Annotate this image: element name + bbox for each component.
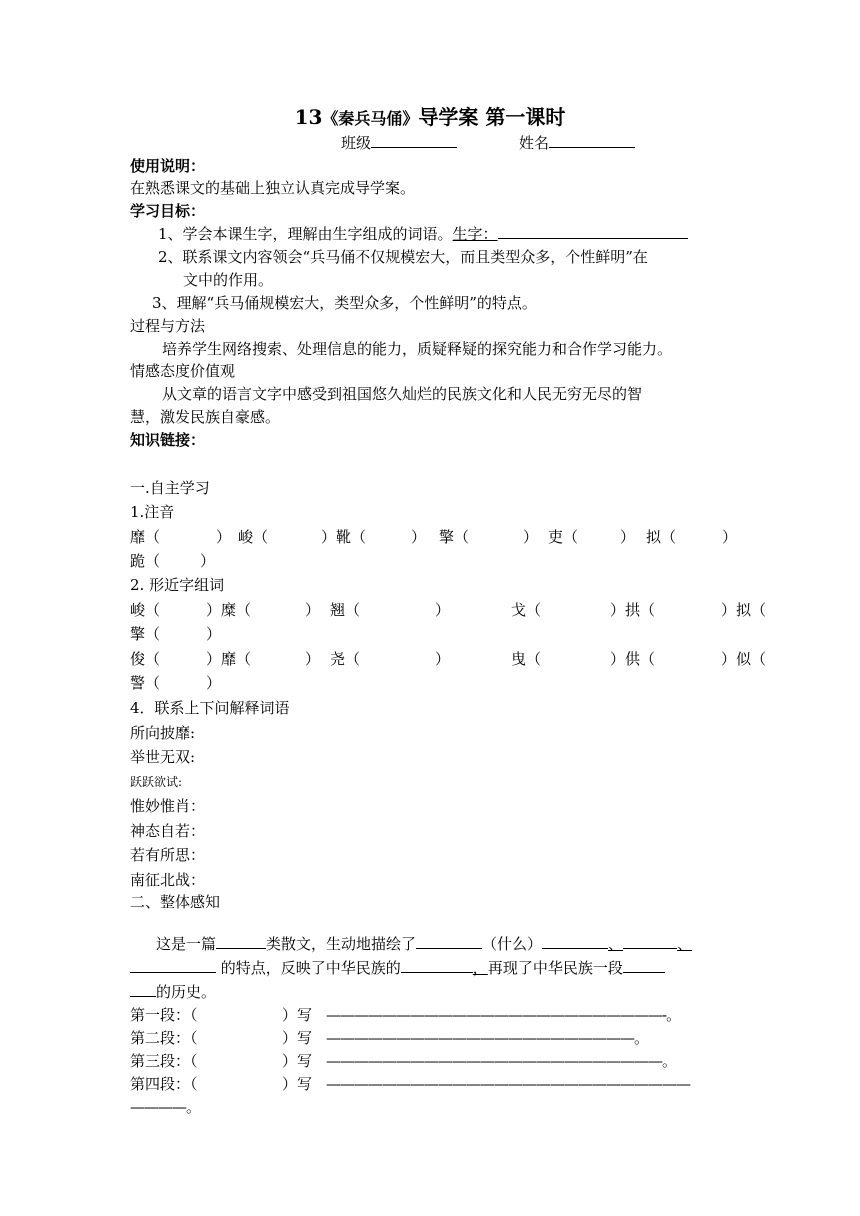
goals-heading: 学习目标：: [130, 202, 206, 220]
reflect-blank[interactable]: [401, 958, 473, 973]
term-1: 所向披靡:: [130, 724, 196, 742]
new-words-label: 生字：: [452, 225, 498, 243]
link-heading: 知识链接：: [130, 431, 206, 449]
name-blank[interactable]: [549, 133, 635, 148]
emotion-text-2: 慧，激发民族自豪感。: [130, 408, 281, 426]
overall-paragraph-3: 的历史。: [130, 981, 216, 1003]
goal-3: 3、理解“兵马俑规模宏大，类型众多，个性鲜明”的特点。: [152, 294, 537, 312]
page-title: [0, 103, 860, 133]
history-blank-2[interactable]: [130, 982, 156, 997]
goal-2: 2、联系课文内容领会“兵马俑不仅规模宏大，而且类型众多，个性鲜明”在: [158, 248, 648, 266]
feature-blank-2[interactable]: [623, 934, 677, 949]
class-label: 班级: [341, 134, 372, 152]
emotion-heading: 情感态度价值观: [130, 362, 236, 380]
goal-2-cont: 文中的作用。: [183, 271, 274, 289]
term-5: 神态自若：: [130, 822, 206, 840]
term-2: 举世无双:: [130, 748, 196, 766]
title-number: 13: [294, 105, 323, 129]
usage-heading: 使用说明：: [130, 157, 206, 175]
class-name-line: [341, 132, 635, 154]
class-blank[interactable]: [371, 133, 457, 148]
overall-paragraph-1: 这是一篇 类散文，生动地描绘了 （什么） 、 、: [156, 935, 693, 953]
genre-blank[interactable]: [216, 934, 266, 949]
emotion-text-1: 从文章的语言文字中感受到祖国悠久灿烂的民族文化和人民无穷无尽的智: [162, 385, 643, 403]
goal-1: 1、学会本课生字，理解由生字组成的词语。生字：: [158, 223, 688, 245]
overall-heading: 二、整体感知: [130, 893, 221, 911]
term-6: 若有所思：: [130, 846, 206, 864]
what-blank[interactable]: [416, 934, 482, 949]
phonetic-heading: 1.注音: [130, 503, 175, 521]
name-label: 姓名: [519, 134, 550, 152]
history-blank-1[interactable]: [623, 958, 665, 973]
section-4-cont: ————。: [130, 1098, 201, 1116]
term-7: 南征北战：: [130, 871, 206, 889]
usage-text: 在熟悉课文的基础上独立认真完成导学案。: [130, 179, 416, 197]
title-rest: 导学案 第一课时: [418, 105, 566, 129]
term-4: 惟妙惟肖：: [130, 797, 206, 815]
process-heading: 过程与方法: [130, 317, 206, 335]
document-page: 13《秦兵马俑》导学案 第一课时 班级 姓名 使用说明： 在熟悉课文的基础上独立认真完成导学案。 学习目标： 1、学会本课生字，理解由生字组成的词语。生字： 2、联系课文内容领会“兵马俑不仅规模宏大，而且类型众多，个性鲜明”在 文中的作用。 3、理解“兵马俑规模宏大，类型众多，个性鲜明”的特点。 过程与方法 培养学生网络搜索、处理信息的能力，质疑释疑的探究能力和合作学习能力。 情感态度价值观 从文章的语言文字中感受到祖国悠久灿烂的民族文化和人民无穷无尽的智 慧，激发民族自豪感。 知识链接： 一.自主学习 1.注音 靡（ ） 峻（ ）靴（ ） 擎（ ） 吏（ ） 拟（ ） 跪（ ） 2. 形近字组词 峻（ ）糜（ ） 翘（ ） 戈（ ）拱（ ）拟（ 擎（ ） 俊（ ）靡（ ） 尧（ ） 曳（ ）供（ ）似（ 警（ ） 4．联系上下问解释词语 所向披靡: 举世无双: 跃跃欲试: 惟妙惟肖： 神态自若： 若有所思： 南征北战： 二、整体感知 这是一篇 类散文，生动地描绘了 （什么） 、 、 的特点，反映了中华民族的 ，再现了中华民族一段 的历史。 第一段：（ ）写 ————————————————————————-。 第二段：（ ）写 ——————————————————————。 第三段：（ ）写 ————————————————————————。 第四段：（ ）写 —————————————————————————— ————。: [0, 0, 860, 1216]
feature-blank-1[interactable]: [542, 934, 608, 949]
self-study-heading: 一.自主学习: [130, 479, 210, 497]
title-book: 《秦兵马俑》: [322, 109, 419, 128]
feature-blank-3[interactable]: [130, 958, 216, 973]
process-text: 培养学生网络搜索、处理信息的能力，质疑释疑的探究能力和合作学习能力。: [162, 340, 673, 358]
explain-heading: 4．联系上下问解释词语: [130, 699, 290, 717]
overall-paragraph-2: 的特点，反映了中华民族的 ，再现了中华民族一段: [130, 957, 665, 979]
similar-heading: 2. 形近字组词: [130, 576, 225, 594]
term-3: 跃跃欲试:: [130, 775, 183, 789]
new-words-blank[interactable]: [498, 224, 688, 239]
